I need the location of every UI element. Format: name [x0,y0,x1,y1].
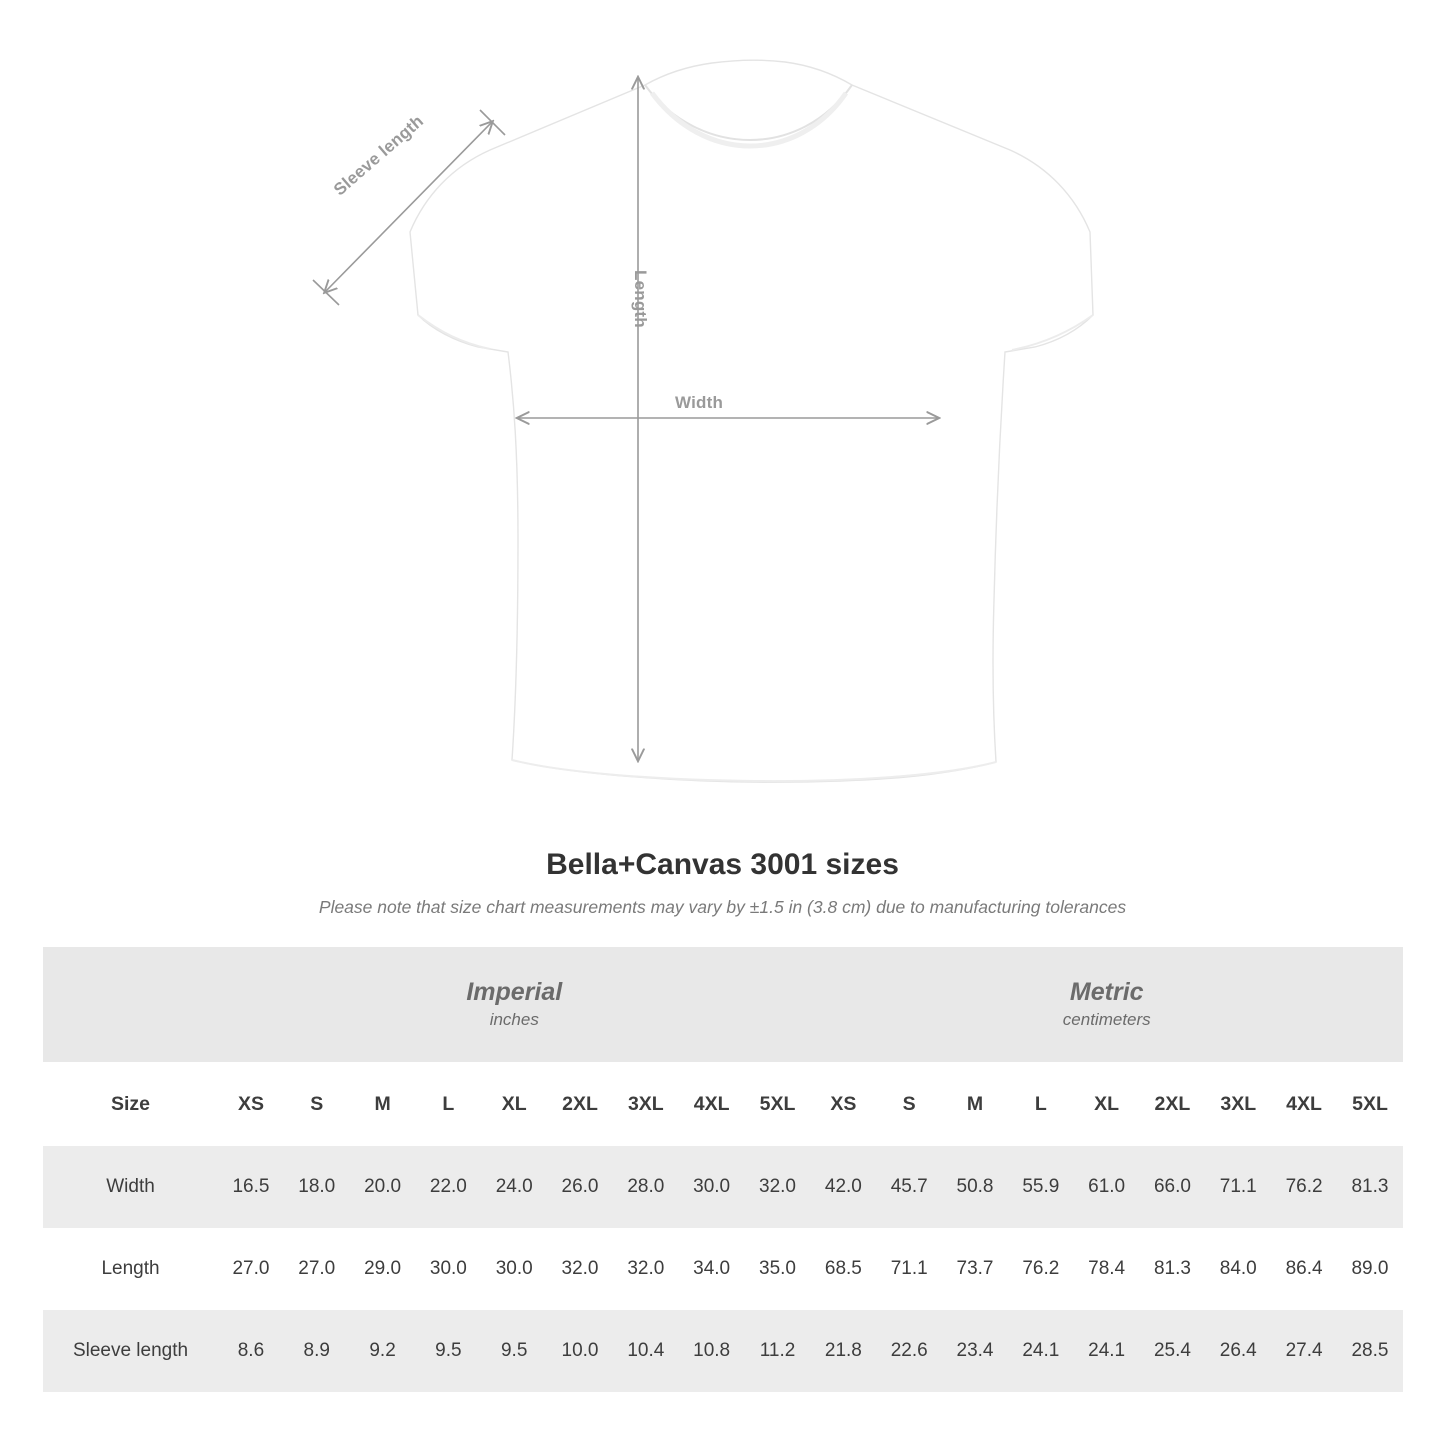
cell: 26.0 [547,1146,613,1228]
header-size-cell: XL [1074,1062,1140,1146]
cell: 20.0 [350,1146,416,1228]
cell: 84.0 [1205,1228,1271,1310]
unit-system-label: Metric [1069,977,1144,1006]
cell: 10.8 [679,1310,745,1392]
cell: 89.0 [1337,1228,1403,1310]
header-size-cell: L [415,1062,481,1146]
unit-band-spacer [43,947,218,1062]
cell: 29.0 [350,1228,416,1310]
cell: 9.5 [481,1310,547,1392]
cell: 23.4 [942,1310,1008,1392]
tolerance-note: Please note that size chart measurements may vary by ±1.5 in (3.8 cm) due to manufacturing tolerances [318,897,1127,917]
cell: 18.0 [284,1146,350,1228]
table-row [43,1146,1403,1228]
cell: 42.0 [810,1146,876,1228]
row-label-width: Width [43,1146,218,1228]
cell: 81.3 [1337,1146,1403,1228]
cell: 30.0 [679,1146,745,1228]
cell: 8.9 [284,1310,350,1392]
header-size: Size [43,1062,218,1146]
table-header-row [43,1062,1403,1146]
cell: 55.9 [1008,1146,1074,1228]
header-size-cell: 3XL [613,1062,679,1146]
cell: 16.5 [218,1146,284,1228]
header-size-cell: M [350,1062,416,1146]
cell: 73.7 [942,1228,1008,1310]
cell: 9.5 [415,1310,481,1392]
cell: 32.0 [745,1146,811,1228]
cell: 35.0 [745,1228,811,1310]
cell: 68.5 [810,1228,876,1310]
unit-system-label: Imperial [466,977,563,1006]
cell: 30.0 [481,1228,547,1310]
cell: 27.4 [1271,1310,1337,1392]
cell: 27.0 [218,1228,284,1310]
cell: 21.8 [810,1310,876,1392]
size-table-wrapper [43,947,1403,1392]
cell: 50.8 [942,1146,1008,1228]
cell: 22.6 [876,1310,942,1392]
cell: 27.0 [284,1228,350,1310]
unit-group-metric [810,947,1403,1062]
unit-name-label: centimeters [1062,1009,1151,1029]
cell: 86.4 [1271,1228,1337,1310]
cell: 8.6 [218,1310,284,1392]
cell: 45.7 [876,1146,942,1228]
cell: 24.1 [1008,1310,1074,1392]
cell: 76.2 [1008,1228,1074,1310]
cell: 30.0 [415,1228,481,1310]
cell: 61.0 [1074,1146,1140,1228]
row-label-length: Length [43,1228,218,1310]
cell: 76.2 [1271,1146,1337,1228]
header-size-cell: 2XL [1140,1062,1206,1146]
header-size-cell: L [1008,1062,1074,1146]
header-size-cell: M [942,1062,1008,1146]
cell: 28.5 [1337,1310,1403,1392]
header-size-cell: XS [810,1062,876,1146]
cell: 22.0 [415,1146,481,1228]
cell: 26.4 [1205,1310,1271,1392]
unit-band-row [43,947,1403,1062]
cell: 71.1 [876,1228,942,1310]
cell: 10.0 [547,1310,613,1392]
table-row [43,1228,1403,1310]
cell: 78.4 [1074,1228,1140,1310]
cell: 32.0 [613,1228,679,1310]
sleeve-length-label: Sleeve length [330,111,428,200]
cell: 71.1 [1205,1146,1271,1228]
cell: 32.0 [547,1228,613,1310]
header-size-cell: 2XL [547,1062,613,1146]
cell: 81.3 [1140,1228,1206,1310]
header-size-cell: S [876,1062,942,1146]
cell: 24.1 [1074,1310,1140,1392]
table-row [43,1310,1403,1392]
header-size-cell: 3XL [1205,1062,1271,1146]
width-label: Width [675,393,724,412]
tshirt-shape [410,60,1093,782]
page-title: Bella+Canvas 3001 sizes [546,848,899,881]
header-size-cell: 5XL [745,1062,811,1146]
cell: 11.2 [745,1310,811,1392]
header-size-cell: 4XL [1271,1062,1337,1146]
header-size-cell: 4XL [679,1062,745,1146]
unit-name-label: inches [489,1009,539,1029]
cell: 9.2 [350,1310,416,1392]
header-size-cell: 5XL [1337,1062,1403,1146]
row-label-sleeve-length: Sleeve length [43,1310,218,1392]
cell: 34.0 [679,1228,745,1310]
unit-group-imperial [218,947,810,1062]
header-size-cell: S [284,1062,350,1146]
cell: 28.0 [613,1146,679,1228]
size-table [43,947,1403,1392]
header-size-cell: XS [218,1062,284,1146]
cell: 24.0 [481,1146,547,1228]
length-label: Length [631,270,650,328]
cell: 66.0 [1140,1146,1206,1228]
cell: 25.4 [1140,1310,1206,1392]
cell: 10.4 [613,1310,679,1392]
header-size-cell: XL [481,1062,547,1146]
